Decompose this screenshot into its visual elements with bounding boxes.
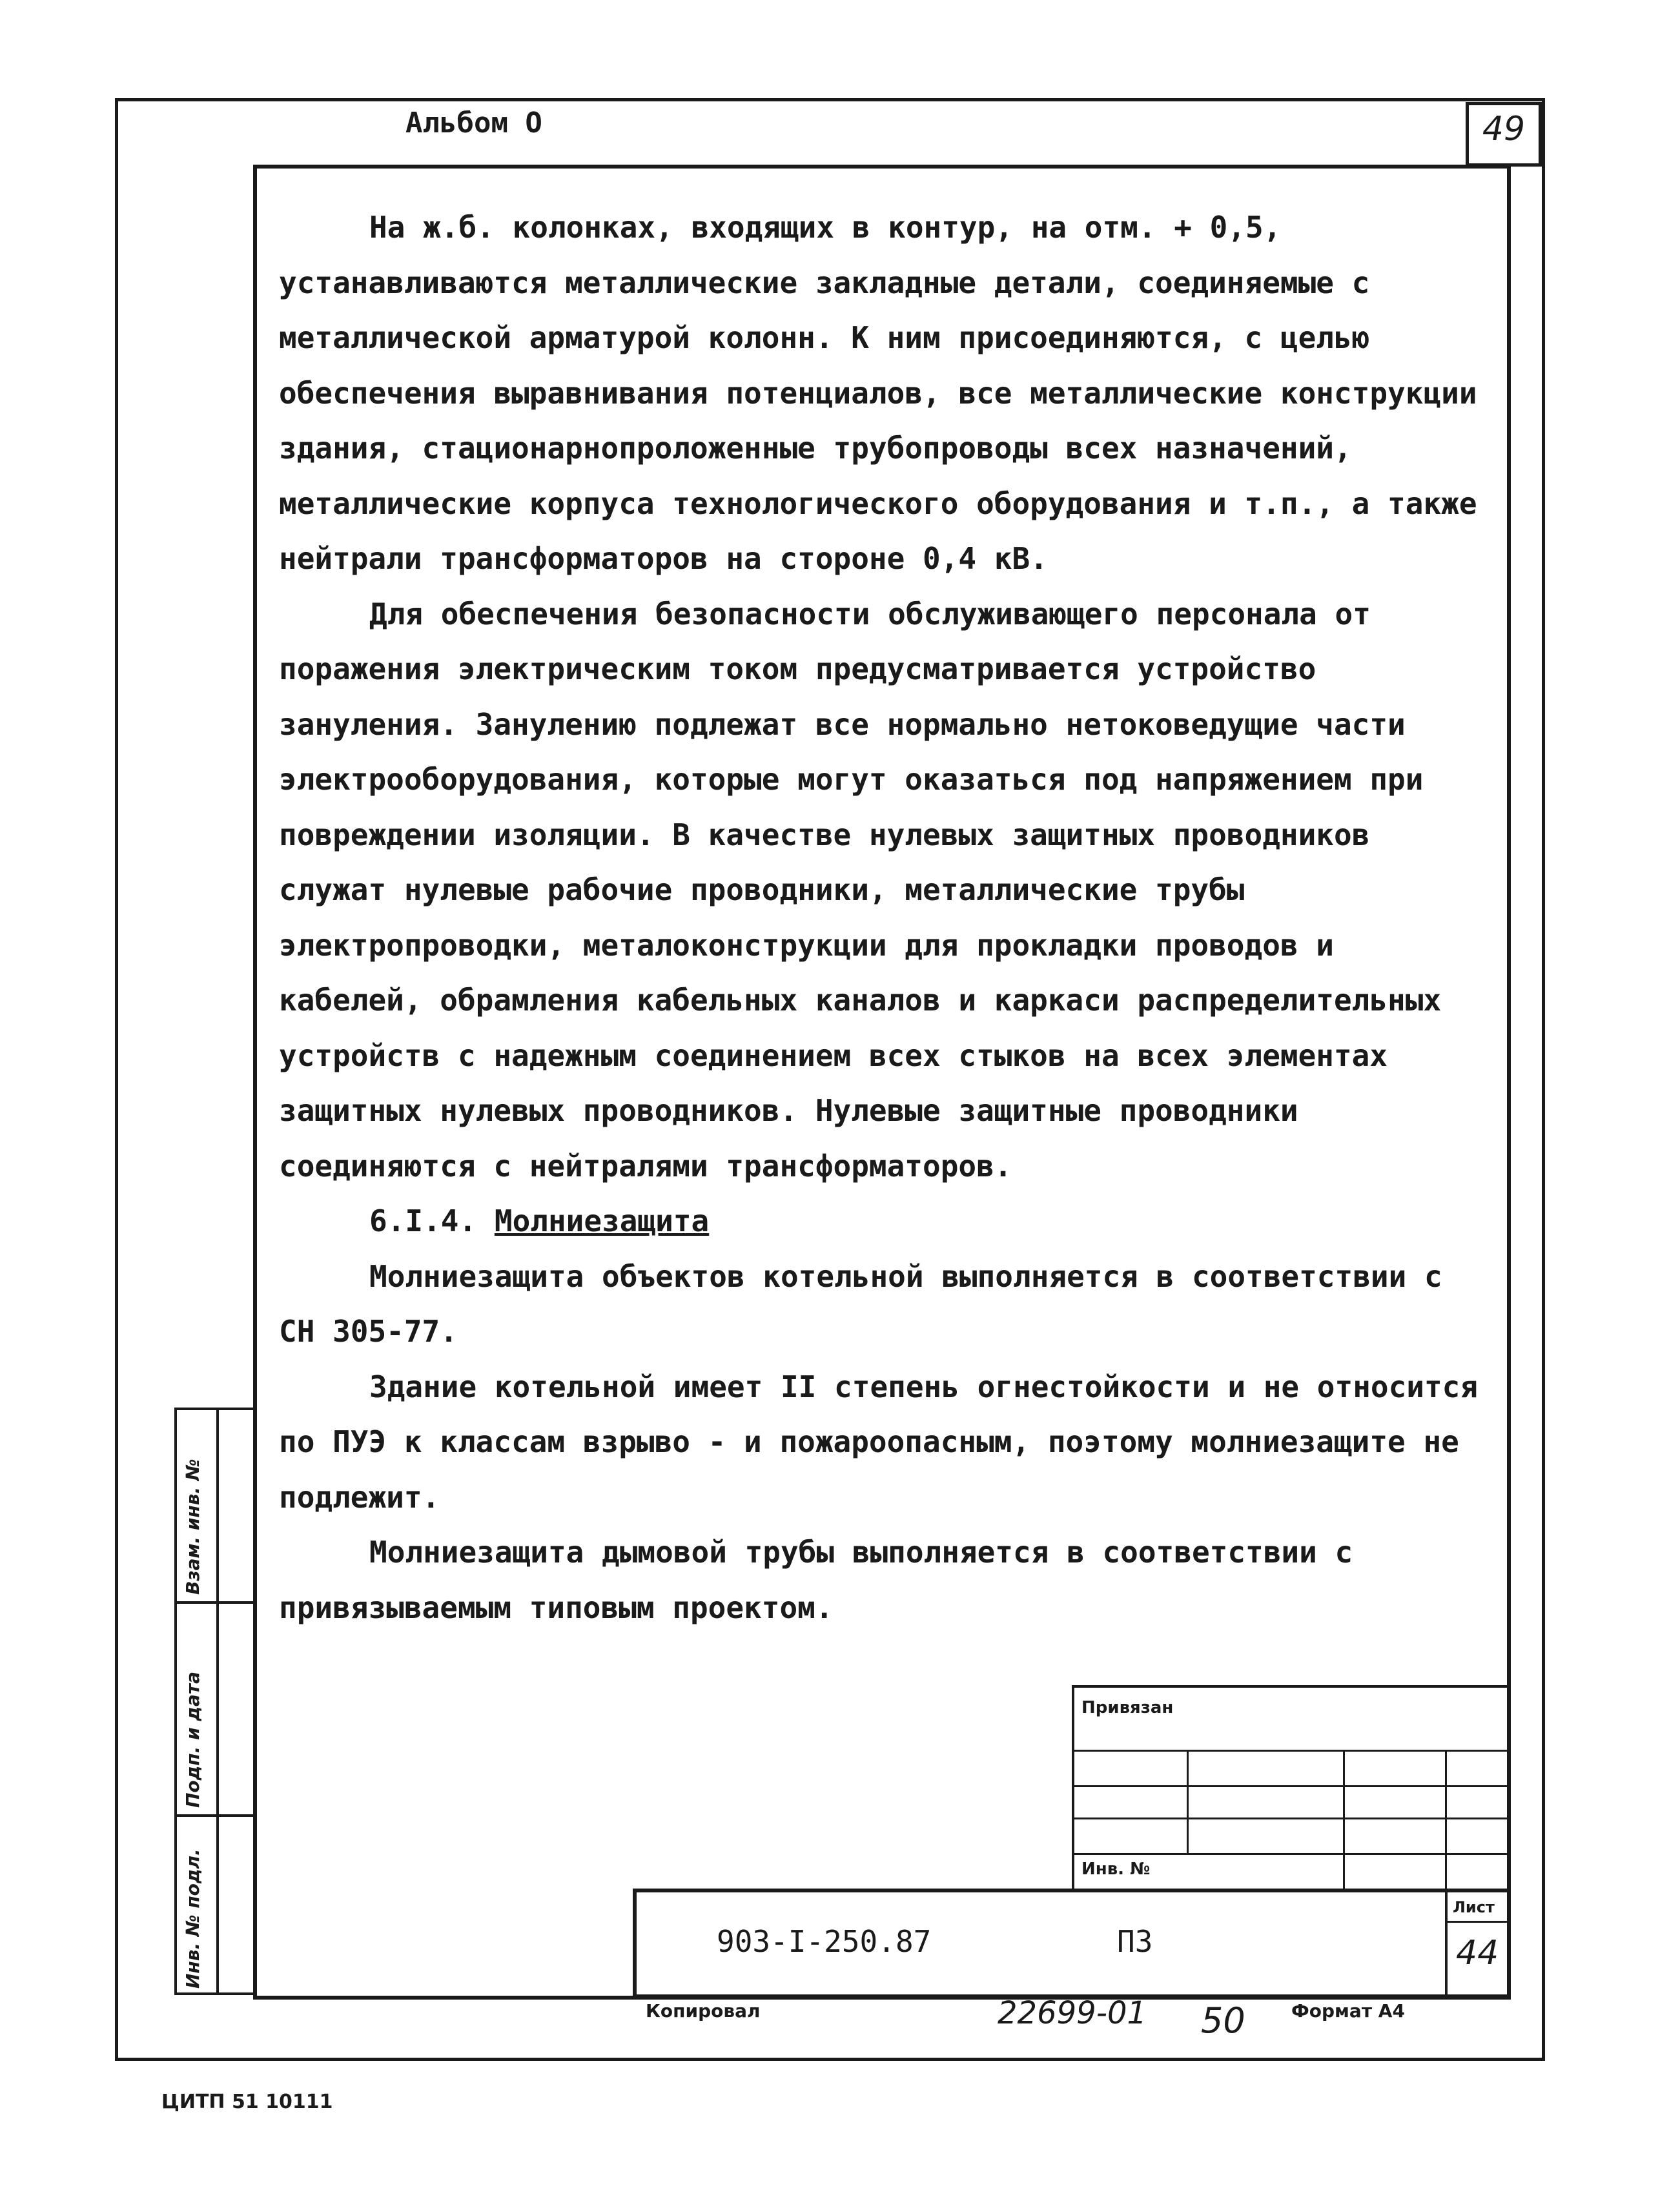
tb-row-line: [1445, 1921, 1511, 1923]
list-label: Лист: [1453, 1898, 1495, 1916]
list-number: 44: [1456, 1934, 1499, 1972]
paragraph-lightning-3: Молниезащита дымовой трубы выполняется в соответствии с привязываемым типовым проектом.: [279, 1535, 1353, 1625]
paragraph-grounding: Для обеспечения безопасности обслуживающего персонала от поражения электрическим током предусматривается устройство зануления. Занулению подлежат все нормально нетоковедущие части электрооборудования, которые могут оказаться под напряжением при повреждении изоляции. В качестве нулевых защитных проводников служат нулевые рабочие проводники, металлические трубы электропроводки, металоконструкции для прокладки проводов и кабелей, обрамления кабельных каналов и каркаси распределительных устройств с надежным соединением всех стыков на всех элементах защитных нулевых проводников. Нулевые защитные проводники соединяются с нейтралями трансформаторов.: [279, 596, 1442, 1183]
paragraph-lightning-2: Здание котельной имеет II степень огнестойкости и не относится по ПУЭ к классам взрыво - и пожароопасным, поэтому молниезащите не подлежит.: [279, 1369, 1479, 1515]
section-heading: [279, 1194, 1493, 1249]
tb-col-line: [1445, 1750, 1447, 1892]
document-body: [279, 200, 1493, 1635]
album-label: Альбом О: [405, 107, 542, 139]
side-stamp-row-line: [174, 1814, 257, 1817]
side-label-vzam-inv: Взам. инв. №: [182, 1459, 203, 1595]
tb-col-line: [1343, 1750, 1345, 1892]
kopiroval-label: Копировал: [646, 2000, 761, 2022]
side-stamp-row-line: [174, 1601, 257, 1604]
inv-no-label: Инв. №: [1081, 1859, 1151, 1879]
tb-col-line: [1445, 1889, 1448, 1998]
handwritten-code: 22699-01: [998, 1995, 1147, 2031]
sheet-number: 49: [1482, 110, 1526, 148]
doc-code: 903-I-250.87: [717, 1924, 932, 1959]
paragraph-lightning-1: Молниезащита объектов котельной выполняется в соответствии с СН 305-77.: [279, 1258, 1442, 1349]
format-label: Формат А4: [1291, 2000, 1405, 2022]
section-title: Молниезащита: [494, 1203, 710, 1238]
privyazan-label: Привязан: [1081, 1698, 1174, 1717]
side-label-podp-data: Подп. и дата: [182, 1671, 203, 1808]
side-label-inv-podl: Инв. № подл.: [182, 1848, 203, 1989]
side-stamp-divider: [216, 1408, 219, 1995]
handwritten-number: 50: [1201, 2000, 1245, 2041]
tb-col-line: [1187, 1750, 1189, 1853]
section-number: 6.I.4.: [369, 1203, 477, 1238]
citp-label: ЦИТП 51 10111: [161, 2091, 333, 2113]
doc-type: ПЗ: [1117, 1924, 1153, 1959]
paragraph-equipotential: На ж.б. колонках, входящих в контур, на отм. + 0,5, устанавливаются металлические закладные детали, соединяемые с металлической арматурой колонн. К ним присоединяются, с целью обеспечения выравнивания потенциалов, все металлические конструкции здания, стационарнопроложенные трубопроводы всех назначений, металлические корпуса технологического оборудования и т.п., а также нейтрали трансформаторов на стороне 0,4 кВ.: [279, 210, 1477, 576]
